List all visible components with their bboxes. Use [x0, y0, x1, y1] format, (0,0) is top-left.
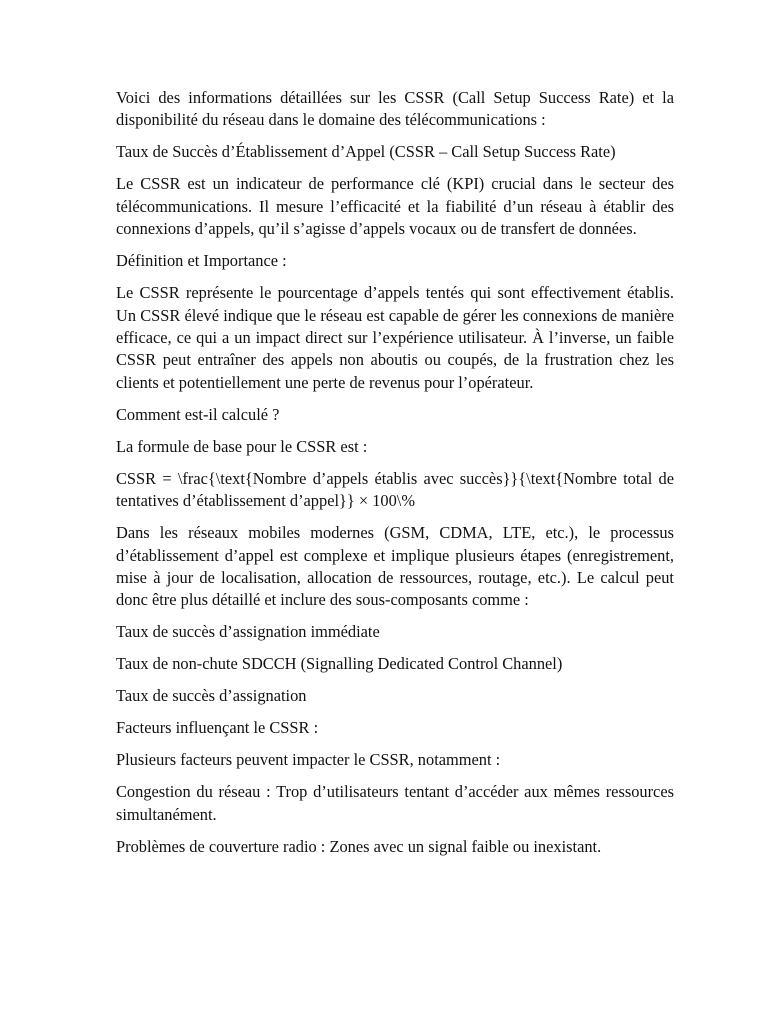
- list-item: Problèmes de couverture radio : Zones avec un signal faible ou inexistant.: [116, 836, 602, 856]
- formula-paragraph: CSSR = \frac{\text{Nombre d’appels établis avec succès}}{\text{Nombre total de tentatives d’établissement d’appel}} × 100\%: [116, 468, 674, 511]
- factors-intro: Plusieurs facteurs peuvent impacter le CSSR, notamment :: [116, 750, 501, 770]
- formula-intro: La formule de base pour le CSSR est :: [116, 436, 368, 456]
- definition-heading: Définition et Importance :: [116, 251, 287, 271]
- list-item: Taux de succès d’assignation: [116, 686, 307, 706]
- factors-heading: Facteurs influençant le CSSR :: [116, 718, 319, 738]
- intro-paragraph: Voici des informations détaillées sur les CSSR (Call Setup Success Rate) et la disponibilité du réseau dans le domaine des télécommunications :: [116, 88, 674, 130]
- calculation-heading: Comment est-il calculé ?: [116, 404, 280, 424]
- list-item: Taux de succès d’assignation immédiate: [116, 622, 380, 642]
- document-body: [116, 87, 674, 868]
- list-item: Congestion du réseau : Trop d’utilisateurs tentant d’accéder aux mêmes ressources simultanément.: [116, 782, 674, 824]
- mobile-networks-paragraph: Dans les réseaux mobiles modernes (GSM, CDMA, LTE, etc.), le processus d’établissement d’appel est complexe et implique plusieurs étapes (enregistrement, mise à jour de localisation, allocation de ressources, routage, etc.). Le calcul peut donc être plus détaillé et inclure des sous-composants comme :: [116, 523, 674, 610]
- list-item: Taux de non-chute SDCCH (Signalling Dedicated Control Channel): [116, 654, 563, 674]
- definition-paragraph: Le CSSR représente le pourcentage d’appels tentés qui sont effectivement établis. Un CSSR élevé indique que le réseau est capable de gérer les connexions de manière efficace, ce qui a un impact direct sur l’expérience utilisateur. À l’inverse, un faible CSSR peut entraîner des appels non aboutis ou coupés, de la frustration chez les clients et potentiellement une perte de revenus pour l’opérateur.: [116, 283, 674, 392]
- cssr-description-paragraph: Le CSSR est un indicateur de performance clé (KPI) crucial dans le secteur des télécommunications. Il mesure l’efficacité et la fiabilité d’un réseau à établir des connexions d’appels, qu’il s’agisse d’appels vocaux ou de transfert de données.: [116, 174, 674, 239]
- section-heading-cssr: Taux de Succès d’Établissement d’Appel (CSSR – Call Setup Success Rate): [116, 142, 616, 162]
